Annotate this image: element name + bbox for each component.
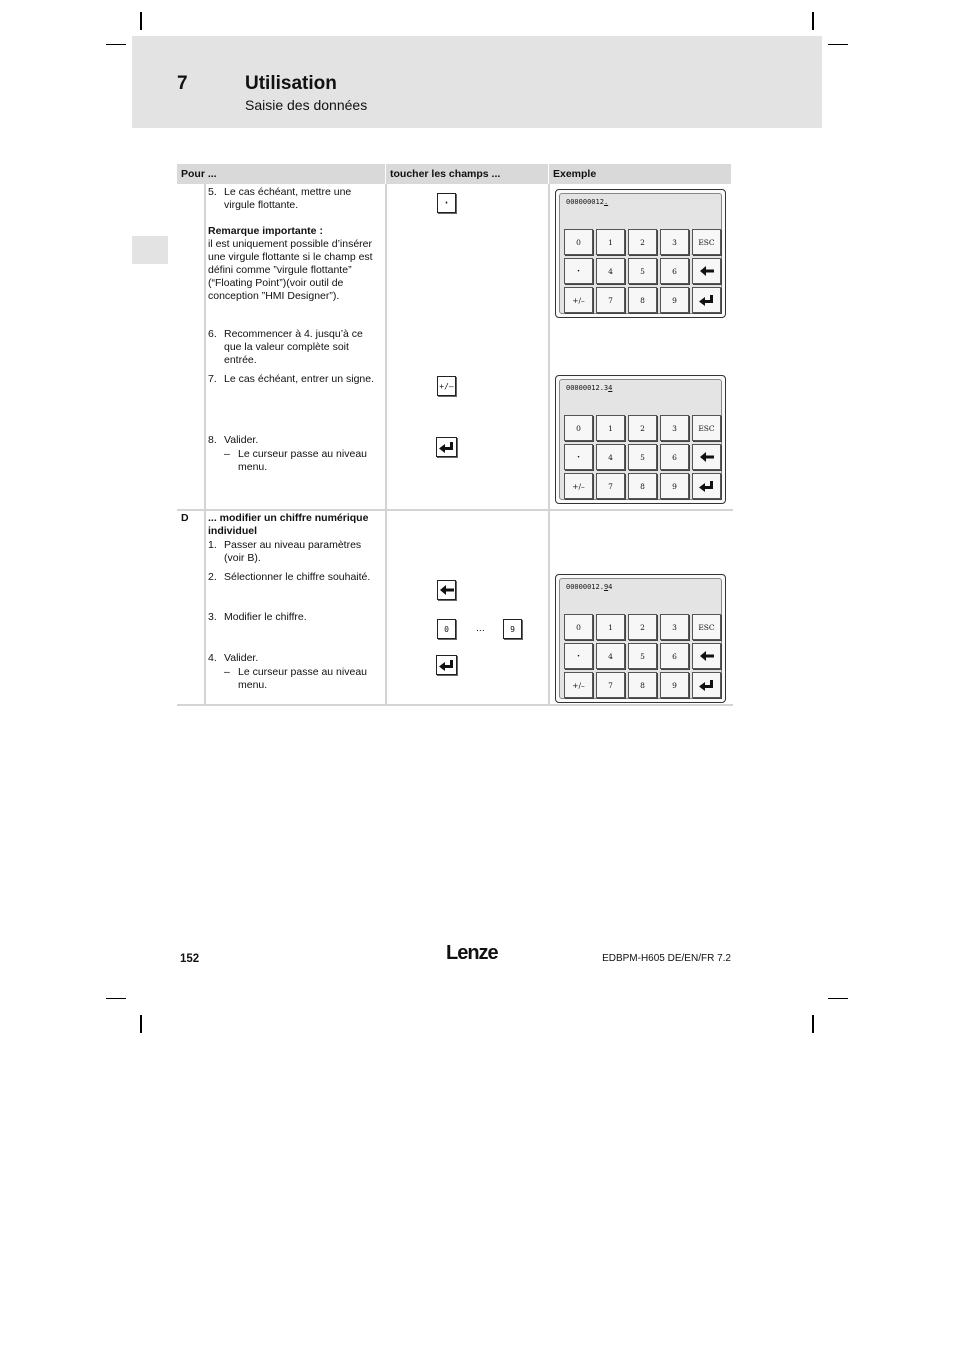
note-text: il est uniquement possible d’insérer une virgule flottante si le champ est défini comme ”virgule flottante” (“Floating Point”)(voir outil de conception ”HMI Designer”). xyxy=(208,238,373,302)
step-number: 4. xyxy=(208,652,217,664)
keypad-key-1[interactable]: 1 xyxy=(596,229,625,255)
keypad-key-4[interactable]: 4 xyxy=(596,258,625,284)
step-text: Le cas échéant, entrer un signe. xyxy=(224,373,375,385)
step-number: 3. xyxy=(208,611,217,623)
column-header-toucher: toucher les champs ... xyxy=(386,164,548,184)
keypad-key-6[interactable]: 6 xyxy=(660,444,689,470)
step-text: Modifier le chiffre. xyxy=(224,611,307,623)
keypad-key-sign[interactable]: +/– xyxy=(564,287,593,313)
step-number: 7. xyxy=(208,373,217,385)
crop-mark xyxy=(812,12,814,30)
ellipsis: ... xyxy=(476,622,485,634)
backspace-icon xyxy=(440,585,454,595)
keypad-key-2[interactable]: 2 xyxy=(628,415,657,441)
step-text: Valider. xyxy=(224,652,259,664)
keypad-key-enter[interactable] xyxy=(692,287,721,313)
keypad-key-backspace[interactable] xyxy=(692,643,721,669)
note-title: Remarque importante : xyxy=(208,225,323,237)
backspace-icon xyxy=(700,651,714,661)
crop-mark xyxy=(812,1015,814,1033)
keypad-key-8[interactable]: 8 xyxy=(628,473,657,499)
keypad-key-1[interactable]: 1 xyxy=(596,614,625,640)
column-header-pour: Pour ... xyxy=(177,164,385,184)
keypad-key-esc[interactable]: ESC xyxy=(692,415,721,441)
keypad-key-4[interactable]: 4 xyxy=(596,643,625,669)
table-divider xyxy=(548,184,550,706)
keypad-example xyxy=(555,189,726,318)
keypad-example xyxy=(555,375,726,504)
keypad-key-enter[interactable] xyxy=(692,672,721,698)
keypad-key-6[interactable]: 6 xyxy=(660,258,689,284)
step-text: Valider. xyxy=(224,434,259,446)
crop-mark xyxy=(828,44,848,45)
step-text: Le cas échéant, mettre une virgule flottante. xyxy=(224,186,352,211)
dash: – xyxy=(224,448,230,460)
backspace-key[interactable] xyxy=(437,580,456,600)
keypad-key-0[interactable]: 0 xyxy=(564,229,593,255)
step-number: 5. xyxy=(208,186,217,198)
keypad-key-3[interactable]: 3 xyxy=(660,614,689,640)
chapter-subtitle: Saisie des données xyxy=(245,97,368,113)
keypad-display: 00000012.34 xyxy=(566,384,613,392)
lenze-logo: Lenze xyxy=(446,942,498,964)
enter-key[interactable] xyxy=(436,437,457,457)
crop-mark xyxy=(140,1015,142,1033)
step-number: 2. xyxy=(208,571,217,583)
crop-mark xyxy=(106,998,126,999)
document-id: EDBPM-H605 DE/EN/FR 7.2 xyxy=(602,953,731,964)
keypad-key-9[interactable]: 9 xyxy=(660,473,689,499)
section-title: ... modifier un chiffre numérique individuel xyxy=(208,512,369,537)
enter-icon xyxy=(699,295,714,306)
keypad-key-0[interactable]: 0 xyxy=(564,614,593,640)
side-tab xyxy=(132,236,168,264)
step-number: 6. xyxy=(208,328,217,340)
keypad-key-dot[interactable]: · xyxy=(564,444,593,470)
keypad-key-dot[interactable]: · xyxy=(564,258,593,284)
keypad-key-3[interactable]: 3 xyxy=(660,229,689,255)
keypad-key-7[interactable]: 7 xyxy=(596,672,625,698)
decimal-point-key[interactable]: · xyxy=(437,193,456,213)
step-number: 1. xyxy=(208,539,217,551)
step-number: 8. xyxy=(208,434,217,446)
keypad-key-sign[interactable]: +/– xyxy=(564,473,593,499)
backspace-icon xyxy=(700,266,714,276)
digit-9-key[interactable]: 9 xyxy=(503,619,522,639)
sign-key[interactable]: +/– xyxy=(437,376,456,396)
enter-icon xyxy=(439,660,454,671)
keypad-display: 00000012.94 xyxy=(566,583,613,591)
keypad-key-backspace[interactable] xyxy=(692,444,721,470)
enter-icon xyxy=(439,442,454,453)
page-number: 152 xyxy=(180,953,200,965)
table-divider xyxy=(385,184,387,706)
keypad-key-9[interactable]: 9 xyxy=(660,287,689,313)
step-text: Recommencer à 4. jusqu’à ce que la valeur complète soit entrée. xyxy=(224,328,363,366)
keypad-key-7[interactable]: 7 xyxy=(596,287,625,313)
keypad-key-esc[interactable]: ESC xyxy=(692,229,721,255)
table-divider xyxy=(204,184,206,706)
enter-key[interactable] xyxy=(436,655,457,675)
step-subtext: Le curseur passe au niveau menu. xyxy=(238,666,367,691)
keypad-key-sign[interactable]: +/– xyxy=(564,672,593,698)
keypad-key-backspace[interactable] xyxy=(692,258,721,284)
enter-icon xyxy=(699,481,714,492)
backspace-icon xyxy=(700,452,714,462)
keypad-key-0[interactable]: 0 xyxy=(564,415,593,441)
crop-mark xyxy=(140,12,142,30)
keypad-key-3[interactable]: 3 xyxy=(660,415,689,441)
chapter-number: 7 xyxy=(177,73,188,94)
table-divider xyxy=(177,509,733,511)
keypad-key-9[interactable]: 9 xyxy=(660,672,689,698)
step-text: Sélectionner le chiffre souhaité. xyxy=(224,571,371,583)
keypad-key-6[interactable]: 6 xyxy=(660,643,689,669)
keypad-key-4[interactable]: 4 xyxy=(596,444,625,470)
keypad-example xyxy=(555,574,726,703)
dash: – xyxy=(224,666,230,678)
column-header-exemple: Exemple xyxy=(549,164,731,184)
keypad-key-esc[interactable]: ESC xyxy=(692,614,721,640)
keypad-key-5[interactable]: 5 xyxy=(628,258,657,284)
keypad-key-7[interactable]: 7 xyxy=(596,473,625,499)
step-subtext: Le curseur passe au niveau menu. xyxy=(238,448,367,473)
keypad-key-1[interactable]: 1 xyxy=(596,415,625,441)
crop-mark xyxy=(106,44,126,45)
keypad-key-enter[interactable] xyxy=(692,473,721,499)
keypad-key-8[interactable]: 8 xyxy=(628,287,657,313)
chapter-header xyxy=(132,36,822,128)
keypad-key-5[interactable]: 5 xyxy=(628,444,657,470)
keypad-key-2[interactable]: 2 xyxy=(628,229,657,255)
table-divider xyxy=(177,704,733,706)
keypad-key-5[interactable]: 5 xyxy=(628,643,657,669)
keypad-key-dot[interactable]: · xyxy=(564,643,593,669)
keypad-display: 000000012. xyxy=(566,198,609,206)
digit-0-key[interactable]: 0 xyxy=(437,619,456,639)
step-text: Passer au niveau paramètres (voir B). xyxy=(224,539,362,564)
keypad-key-2[interactable]: 2 xyxy=(628,614,657,640)
keypad-key-8[interactable]: 8 xyxy=(628,672,657,698)
chapter-title: Utilisation xyxy=(245,73,337,94)
section-letter: D xyxy=(181,512,189,524)
enter-icon xyxy=(699,680,714,691)
crop-mark xyxy=(828,998,848,999)
